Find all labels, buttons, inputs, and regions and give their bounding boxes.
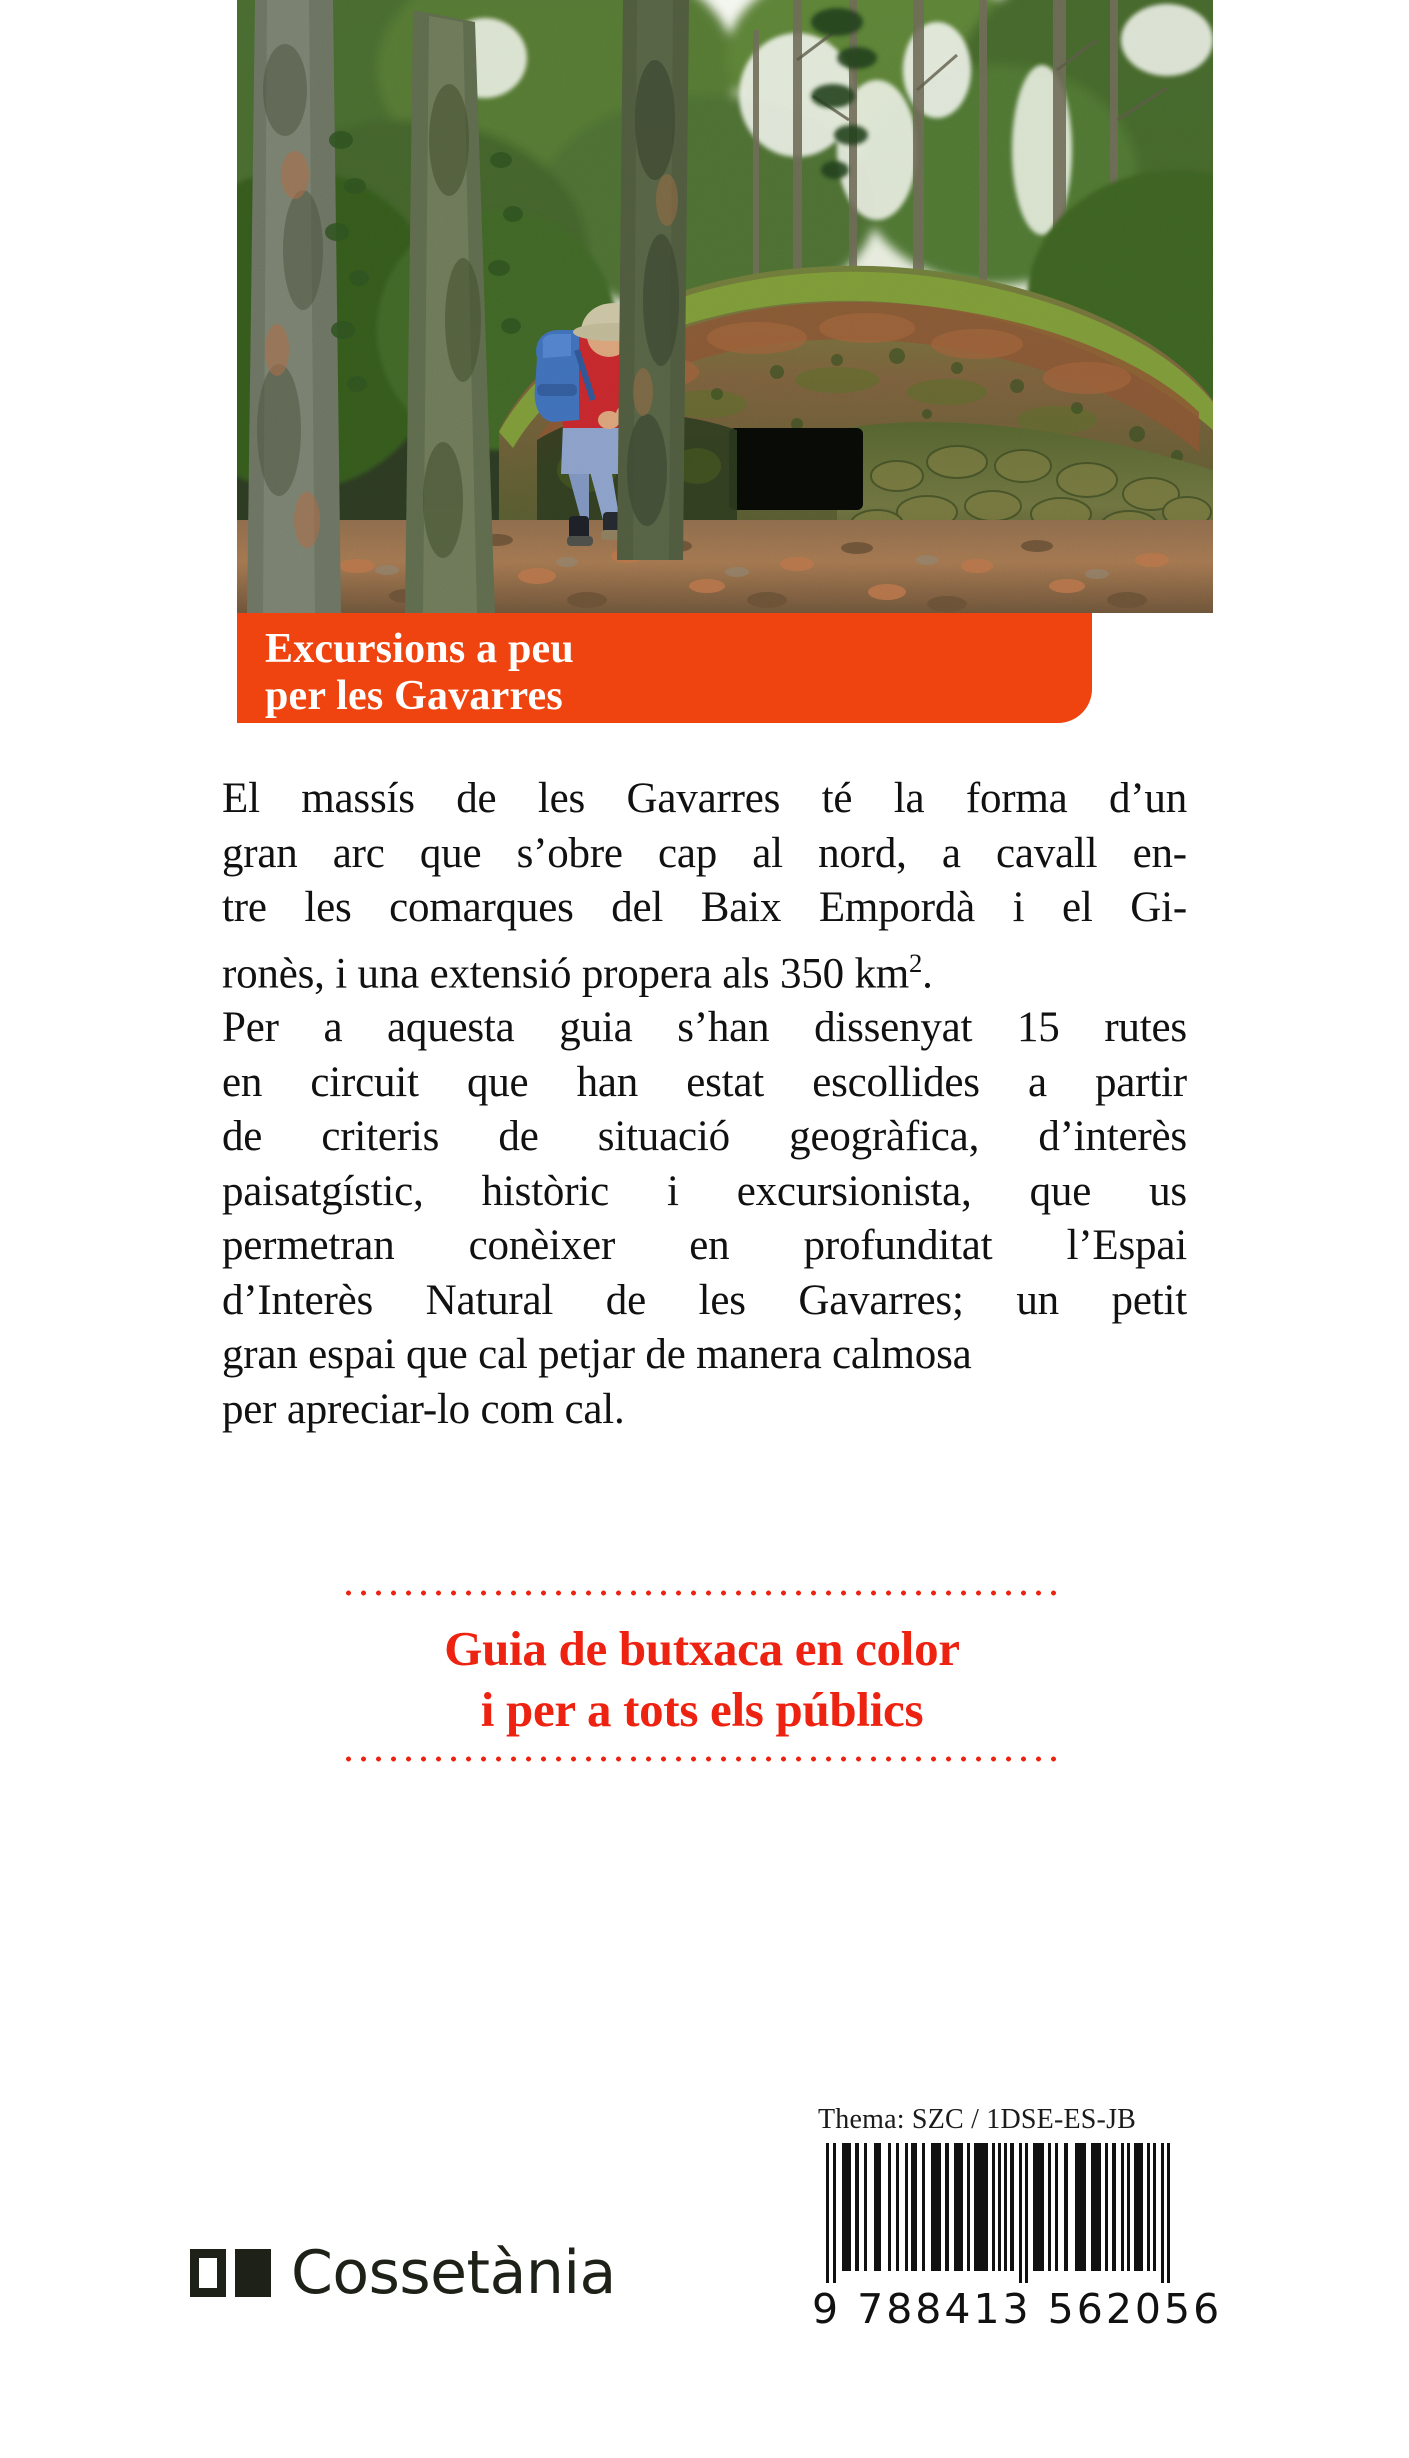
- dotted-rule-bottom: [341, 1756, 1063, 1762]
- blurb-word: Baix: [700, 884, 782, 931]
- publisher-name: Cossetània: [291, 2238, 616, 2308]
- blurb-word: massís: [301, 775, 415, 822]
- blurb-word: al: [752, 829, 783, 877]
- blurb-word: un: [1016, 1276, 1059, 1324]
- blurb-word: les: [537, 775, 586, 822]
- blurb-line: [222, 772, 1187, 827]
- title-line-1: Excursions a peu: [265, 626, 574, 672]
- blurb-word: han: [576, 1058, 639, 1106]
- blurb-word: aquesta: [387, 1004, 515, 1052]
- isbn-barcode-block: [812, 2143, 1223, 2333]
- blurb-word: el: [1062, 884, 1093, 931]
- barcode-icon: [812, 2143, 1172, 2283]
- blurb-word: que: [466, 1058, 529, 1106]
- blurb-word: dissenyat: [814, 1004, 973, 1052]
- title-line-2: per les Gavarres: [265, 673, 563, 719]
- blurb-word: d’Interès: [222, 1276, 374, 1324]
- blurb-line: [222, 1219, 1187, 1274]
- blurb-word: us: [1149, 1167, 1187, 1215]
- blurb-word: petit: [1111, 1276, 1187, 1324]
- blurb-word: comarques: [389, 884, 574, 931]
- blurb-line: per apreciar-lo com cal.: [222, 1385, 625, 1433]
- blurb-line: [222, 1165, 1187, 1220]
- blurb-word: les: [304, 884, 352, 931]
- blurb-word: Gavarres: [626, 775, 781, 822]
- blurb-word: partir: [1095, 1058, 1187, 1106]
- blurb-word: en: [689, 1222, 730, 1270]
- blurb-word: d’interès: [1038, 1113, 1187, 1161]
- blurb-word: circuit: [310, 1058, 419, 1106]
- blurb-word: Gavarres;: [798, 1276, 964, 1324]
- blurb-word: arc: [332, 829, 385, 877]
- blurb-word: forma: [965, 775, 1068, 822]
- blurb-word: profunditat: [803, 1222, 993, 1270]
- blurb-word: guia: [559, 1004, 633, 1052]
- blurb-word: nord,: [818, 829, 907, 877]
- blurb-line: [222, 1110, 1187, 1165]
- blurb-line: [222, 1274, 1187, 1329]
- blurb-word: s’han: [677, 1004, 770, 1052]
- blurb-word: de: [456, 775, 497, 822]
- title-banner: [237, 613, 1092, 723]
- back-cover-blurb: [222, 772, 1187, 1437]
- blurb-word: cavall: [995, 829, 1098, 877]
- blurb-word: criteris: [321, 1113, 440, 1161]
- blurb-word: estat: [686, 1058, 765, 1106]
- thema-code: Thema: SZC / 1DSE-ES-JB: [818, 2104, 1137, 2135]
- blurb-word: a: [323, 1004, 343, 1052]
- blurb-word: l’Espai: [1066, 1222, 1187, 1270]
- blurb-word: en: [222, 1058, 263, 1106]
- isbn-digits: 9 788413 562056: [812, 2285, 1223, 2333]
- blurb-word: situació: [597, 1113, 730, 1161]
- blurb-word: s’obre: [516, 829, 623, 877]
- blurb-word: Gi-: [1130, 884, 1187, 931]
- blurb-word: que: [419, 829, 482, 877]
- blurb-word: Empordà: [818, 884, 976, 931]
- blurb-word: les: [698, 1276, 746, 1324]
- blurb-word: 15: [1017, 1004, 1060, 1052]
- blurb-word: geogràfica,: [789, 1113, 980, 1161]
- blurb-word: gran: [222, 829, 298, 877]
- blurb-word: de: [605, 1276, 646, 1324]
- blurb-word: excursionista,: [736, 1167, 972, 1215]
- cover-photo: [237, 0, 1213, 613]
- blurb-line: [222, 881, 1187, 936]
- blurb-line: [222, 1001, 1187, 1056]
- blurb-line: [222, 1056, 1187, 1111]
- blurb-word: d’un: [1108, 775, 1187, 822]
- blurb-word: tre: [222, 884, 267, 931]
- logo-filled-square-icon: [235, 2249, 271, 2297]
- blurb-word: de: [498, 1113, 539, 1161]
- blurb-word: escollides: [812, 1058, 980, 1106]
- blurb-word: cap: [658, 829, 718, 877]
- blurb-word: i: [1012, 884, 1025, 931]
- blurb-line: ronès, i una extensió propera als 350 $km^2$.: [222, 947, 933, 997]
- blurb-word: a: [1027, 1058, 1047, 1106]
- blurb-word: Per: [222, 1004, 279, 1052]
- forest-scene-illustration: [237, 0, 1213, 613]
- logo-outline-square-icon: [190, 2249, 226, 2297]
- tagline-block: [341, 1590, 1063, 1762]
- blurb-word: i: [667, 1167, 679, 1215]
- blurb-word: permetran: [222, 1222, 395, 1270]
- blurb-word: conèixer: [468, 1222, 616, 1270]
- blurb-exponent: 2: [909, 947, 923, 978]
- blurb-word: històric: [481, 1167, 609, 1215]
- blurb-word: Natural: [425, 1276, 554, 1324]
- blurb-word: rutes: [1104, 1004, 1187, 1052]
- publisher-logo: [190, 2238, 616, 2308]
- blurb-word: que: [1029, 1167, 1092, 1215]
- blurb-word: a: [941, 829, 961, 877]
- blurb-word: paisatgístic,: [222, 1167, 424, 1215]
- blurb-word: del: [611, 884, 664, 931]
- blurb-word: en-: [1132, 829, 1187, 877]
- tagline-line-2: i per a tots els públics: [480, 1682, 924, 1737]
- blurb-word: la: [893, 775, 925, 822]
- tagline-text: [341, 1596, 1063, 1756]
- blurb-line: [222, 827, 1187, 882]
- tagline-line-1: Guia de butxaca en color: [444, 1621, 960, 1676]
- blurb-line: gran espai que cal petjar de manera calmosa: [222, 1331, 972, 1379]
- blurb-word: El: [222, 775, 260, 822]
- blurb-word: de: [222, 1113, 263, 1161]
- blurb-word: té: [821, 775, 853, 822]
